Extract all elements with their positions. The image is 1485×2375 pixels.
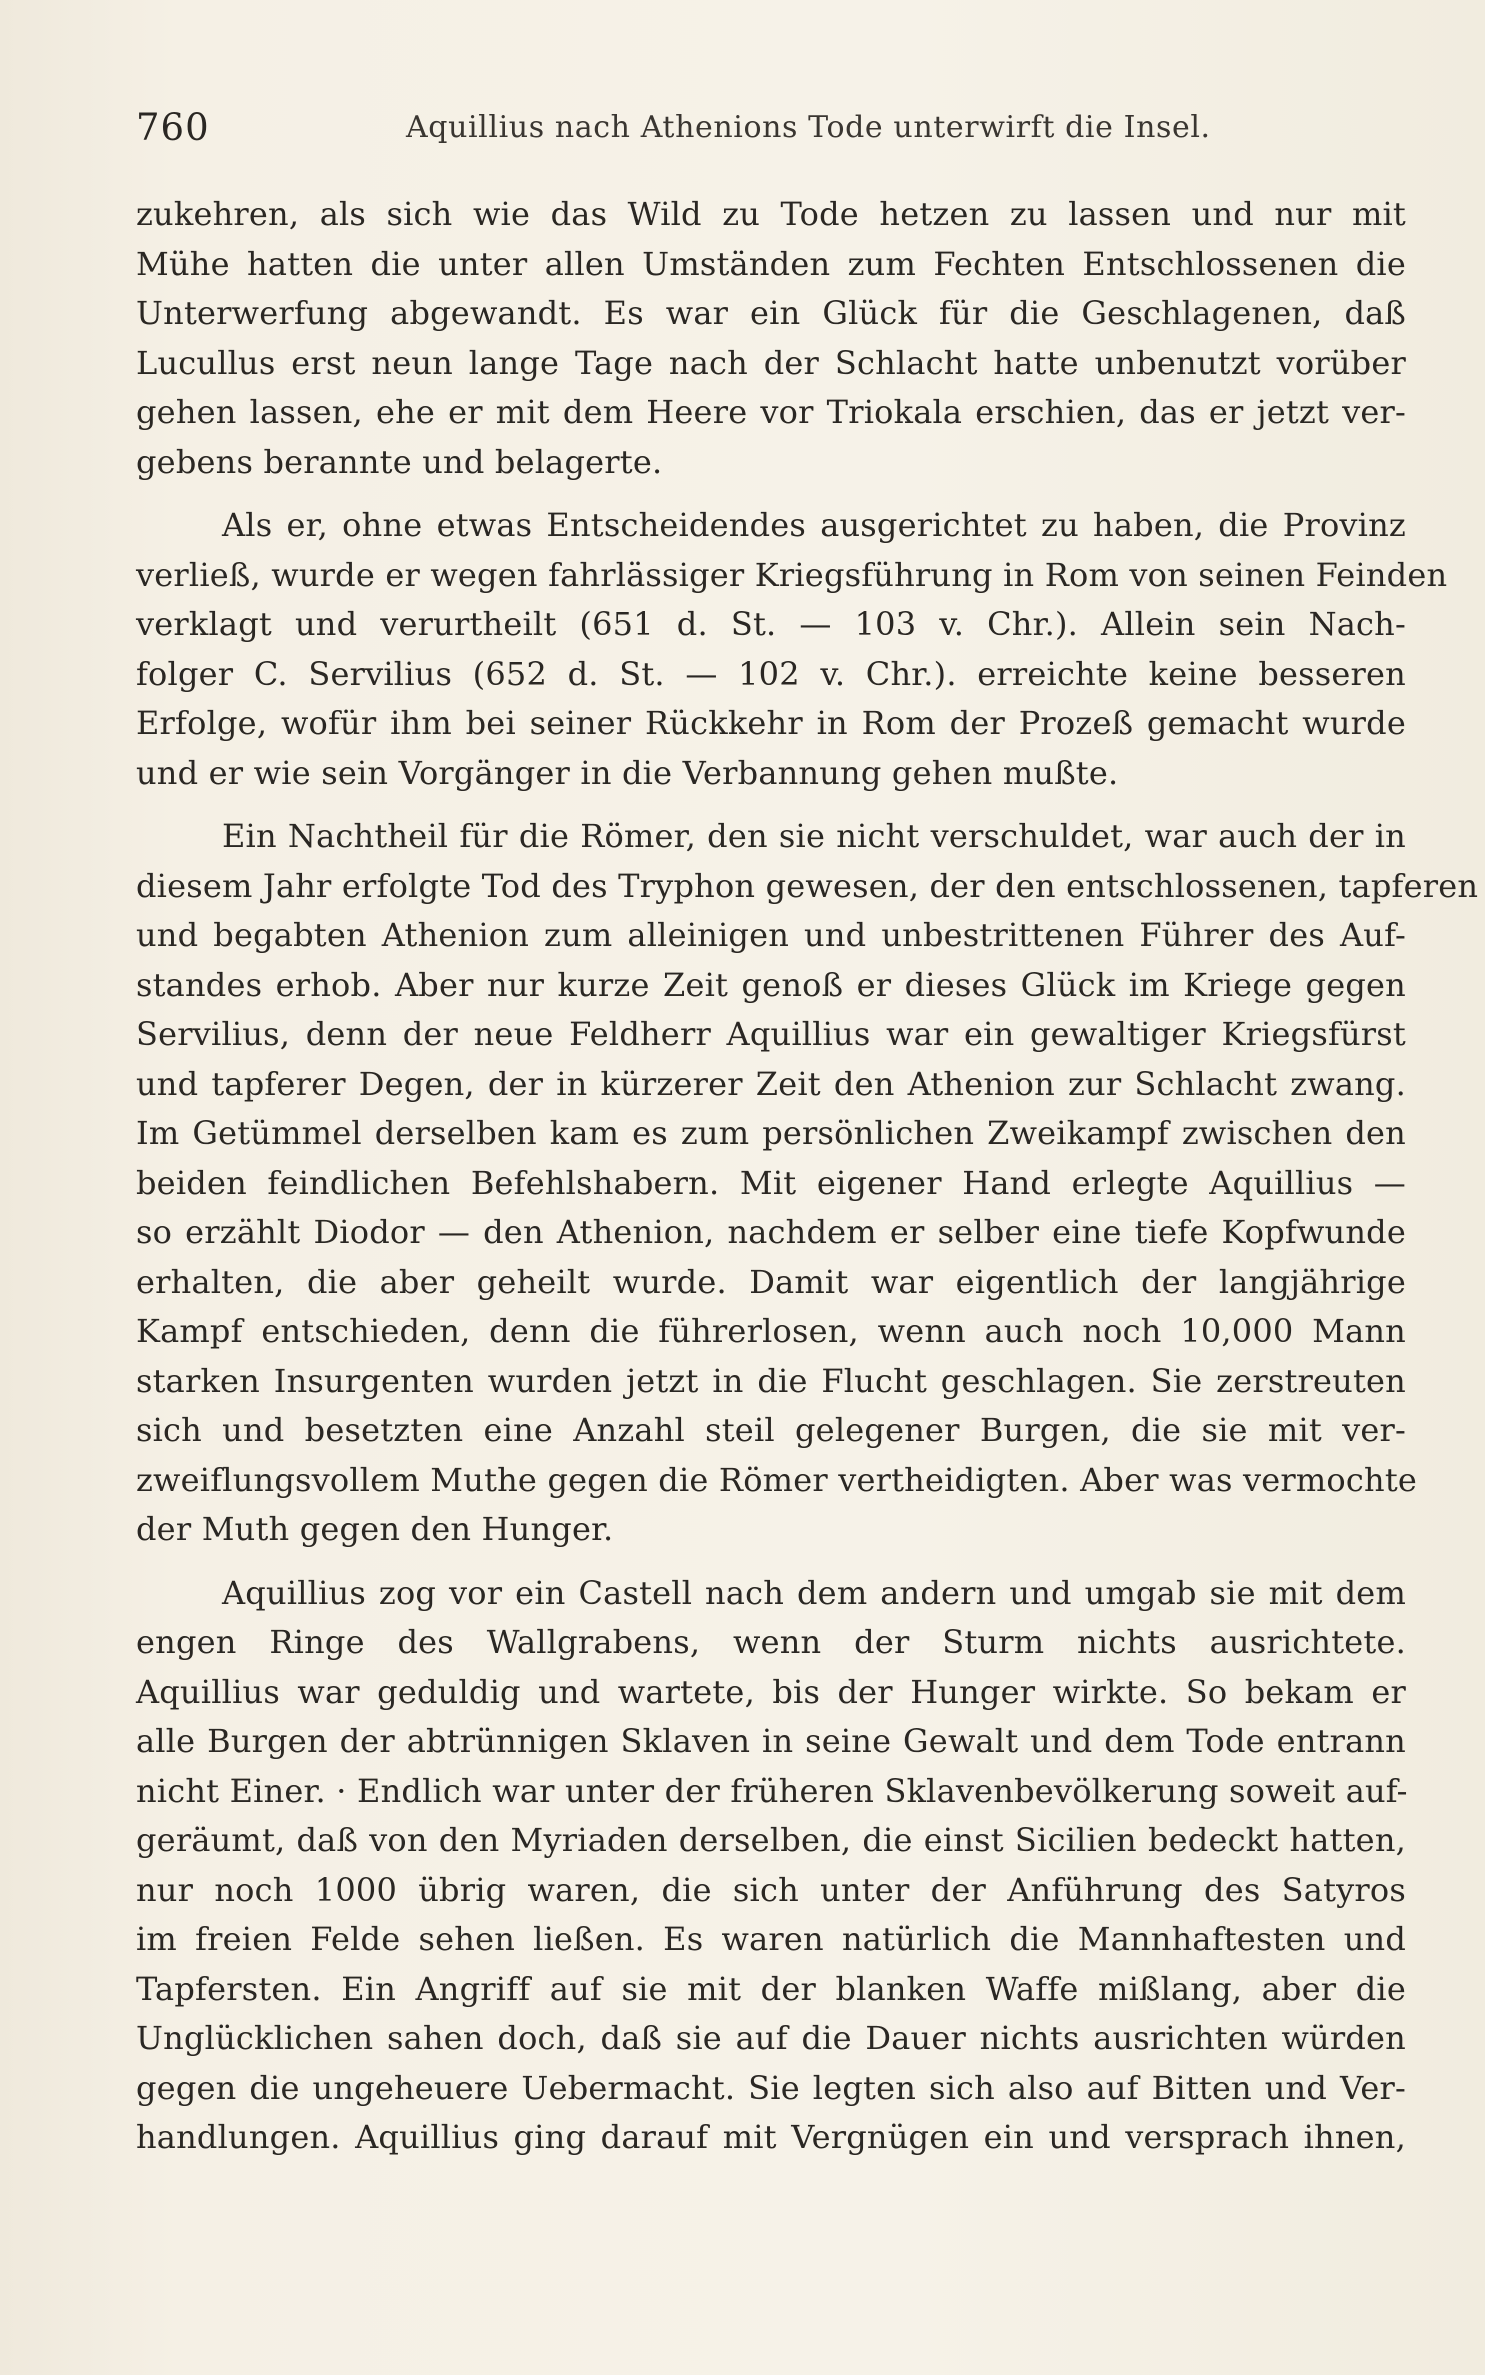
text-line: diesem Jahr erfolgte Tod des Tryphon gewesen, der den entschlossenen, tapferen: [136, 866, 1479, 905]
text-line: nur noch 1000 übrig waren, die sich unter der Anführung des Satyros: [136, 1870, 1406, 1909]
text-line: standes erhob. Aber nur kurze Zeit genoß er dieses Glück im Kriege gegen: [136, 965, 1406, 1004]
text-line: Aquillius war geduldig und wartete, bis der Hunger wirkte. So bekam er: [136, 1672, 1406, 1711]
text-line: Erfolge, wofür ihm bei seiner Rückkehr in Rom der Prozeß gemacht wurde: [136, 704, 1406, 742]
text-line: so erzählt Diodor — den Athenion, nachdem er selber eine tiefe Kopfwunde: [136, 1213, 1406, 1251]
text-line: engen Ringe des Wallgrabens, wenn der Sturm nichts ausrichtete.: [136, 1623, 1406, 1661]
text-line: sich und besetzten eine Anzahl steil gelegener Burgen, die sie mit ver-: [136, 1411, 1406, 1449]
text-line: handlungen. Aquillius ging darauf mit Vergnügen ein und versprach ihnen,: [136, 2118, 1406, 2156]
text-line: folger C. Servilius (652 d. St. — 102 v. Chr.). erreichte keine besseren: [136, 654, 1406, 693]
text-line: verklagt und verurtheilt (651 d. St. — 103 v. Chr.). Allein sein Nach-: [136, 605, 1406, 643]
text-line: Unterwerfung abgewandt. Es war ein Glück für die Geschlagenen, daß: [136, 294, 1406, 332]
paragraph-3: [136, 812, 1479, 1555]
text-line: Servilius, denn der neue Feldherr Aquillius war ein gewaltiger Kriegsfürst: [136, 1015, 1406, 1053]
text-line: nicht Einer. · Endlich war unter der früheren Sklavenbevölkerung soweit auf-: [136, 1771, 1408, 1810]
text-line: geräumt, daß von den Myriaden derselben, die einst Sicilien bedeckt hatten,: [136, 1821, 1406, 1859]
text-line: gebens berannte und belagerte.: [136, 442, 663, 481]
text-line: zukehren, als sich wie das Wild zu Tode hetzen zu lassen und nur mit: [136, 195, 1406, 233]
text-line: Unglücklichen sahen doch, daß sie auf die Dauer nichts ausrichten würden: [136, 2019, 1406, 2057]
text-line: verließ, wurde er wegen fahrlässiger Kriegsführung in Rom von seinen Feinden: [136, 555, 1448, 594]
text-line: starken Insurgenten wurden jetzt in die Flucht geschlagen. Sie zerstreuten: [136, 1361, 1406, 1400]
text-line: und begabten Athenion zum alleinigen und unbestrittenen Führer des Auf-: [136, 916, 1406, 954]
running-title: Aquillius nach Athenions Tode unterwirft die Insel.: [406, 110, 1211, 145]
text-line: Lucullus erst neun lange Tage nach der Schlacht hatte unbenutzt vorüber: [136, 343, 1406, 382]
text-line: erhalten, die aber geheilt wurde. Damit war eigentlich der langjährige: [136, 1262, 1406, 1301]
text-line: gegen die ungeheuere Uebermacht. Sie legten sich also auf Bitten und Ver-: [136, 2068, 1406, 2107]
paragraph-4: [136, 1569, 1406, 2163]
text-line: und tapferer Degen, der in kürzerer Zeit den Athenion zur Schlacht zwang.: [136, 1064, 1406, 1103]
text-line: Mühe hatten die unter allen Umständen zum Fechten Entschlossenen die: [136, 244, 1406, 283]
text-line: der Muth gegen den Hunger.: [136, 1510, 614, 1548]
text-line: beiden feindlichen Befehlshabern. Mit eigener Hand erlegte Aquillius —: [136, 1163, 1406, 1202]
paragraph-1: [136, 190, 1406, 487]
text-line: Tapfersten. Ein Angriff auf sie mit der blanken Waffe mißlang, aber die: [136, 1969, 1406, 2008]
text-line: alle Burgen der abtrünnigen Sklaven in seine Gewalt und dem Tode entrann: [136, 1722, 1406, 1760]
paragraph-2: [136, 501, 1448, 798]
text-line: Als er, ohne etwas Entscheidendes ausgerichtet zu haben, die Provinz: [222, 506, 1406, 544]
text-line: zweiflungsvollem Muthe gegen die Römer vertheidigten. Aber was vermochte: [136, 1460, 1418, 1499]
text-line: Kampf entschieden, denn die führerlosen, wenn auch noch 10,000 Mann: [136, 1312, 1406, 1350]
text-line: im freien Felde sehen ließen. Es waren natürlich die Mannhaftesten und: [136, 1920, 1406, 1958]
page-number: 760: [136, 106, 210, 149]
text-line: und er wie sein Vorgänger in die Verbannung gehen mußte.: [136, 753, 1119, 792]
text-line: Aquillius zog vor ein Castell nach dem andern und umgab sie mit dem: [222, 1573, 1406, 1612]
text-line: Ein Nachtheil für die Römer, den sie nicht verschuldet, war auch der in: [222, 817, 1406, 855]
body-text: [136, 190, 1479, 2177]
text-line: gehen lassen, ehe er mit dem Heere vor Triokala erschien, das er jetzt ver-: [136, 393, 1406, 431]
text-line: Im Getümmel derselben kam es zum persönlichen Zweikampf zwischen den: [136, 1114, 1406, 1152]
page-header: [136, 106, 1406, 156]
